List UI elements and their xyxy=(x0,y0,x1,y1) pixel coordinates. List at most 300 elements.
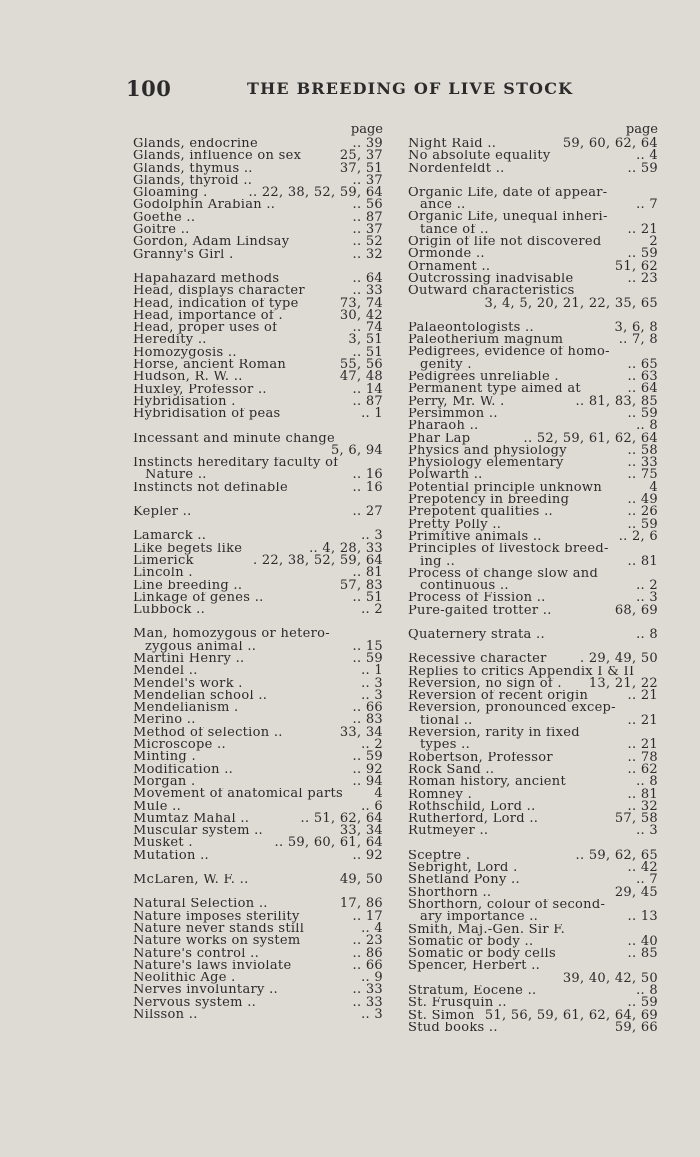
entry-pages: 33, 34 xyxy=(339,724,383,740)
index-entry xyxy=(133,408,383,420)
entry-text: Shetland Pony .. xyxy=(408,874,520,887)
entry-pages: .. 17 xyxy=(352,908,383,924)
entry-text: Glands, thymus .. xyxy=(133,162,253,175)
entry-pages: .. 3 xyxy=(361,675,383,691)
entry-pages: .. 74 xyxy=(352,320,383,336)
entry-pages: .. 59 xyxy=(352,749,383,765)
index-entry xyxy=(133,1009,383,1021)
index-entry xyxy=(408,334,658,346)
entry-text: Shorthorn, colour of second- xyxy=(408,898,606,912)
entry-text: ance .. xyxy=(420,199,466,212)
entry-pages: .. 81 xyxy=(627,786,658,802)
index-entry xyxy=(133,307,383,323)
index-entry xyxy=(408,813,658,825)
entry-pages: .. 3 xyxy=(361,1007,383,1022)
index-entry xyxy=(133,628,383,640)
index-entry xyxy=(408,528,658,544)
group-spacer xyxy=(133,494,383,506)
entry-pages: 3, 6, 8 xyxy=(614,319,658,335)
entry-pages: .. 59, 62, 65 xyxy=(575,847,658,863)
entry-text: Process of Fission .. xyxy=(408,592,546,605)
entry-text: Sebright, Lord . xyxy=(408,862,518,875)
entry-text: Ornament .. xyxy=(408,260,491,273)
entry-pages: .. 13 xyxy=(627,909,658,925)
entry-text: tance of .. xyxy=(420,223,489,237)
page-header xyxy=(126,76,574,101)
index-entry xyxy=(408,924,658,936)
entry-text: Mule .. xyxy=(133,800,182,813)
entry-pages: .. 2 xyxy=(361,602,383,618)
entry-text: Night Raid .. xyxy=(408,138,497,151)
index-entry xyxy=(133,920,383,936)
index-entry xyxy=(133,898,383,910)
entry-pages: .. 23 xyxy=(352,933,383,949)
index-entry xyxy=(133,773,383,789)
entry-text: zygous animal .. xyxy=(145,640,257,653)
entry-text: Ormonde .. xyxy=(408,248,485,261)
index-entry xyxy=(133,945,383,961)
index-entry xyxy=(133,957,383,973)
entry-text: Sceptre . xyxy=(408,849,471,863)
index-entry xyxy=(408,602,658,618)
entry-pages: .. 22, 38, 52, 59, 64 xyxy=(248,185,383,201)
entry-pages: 4 xyxy=(649,479,658,495)
entry-pages: .. 92 xyxy=(352,761,383,777)
index-entry xyxy=(408,430,658,446)
entry-pages: .. 2, 6 xyxy=(618,528,658,544)
entry-text: Reversion, pronounced excep- xyxy=(408,702,616,715)
entry-text: Limerick xyxy=(133,554,194,568)
index-entry xyxy=(133,479,383,495)
index-entry xyxy=(133,393,383,409)
entry-pages: .. 66 xyxy=(352,957,383,973)
index-entry xyxy=(133,442,383,458)
entry-text: Prepotency in breeding xyxy=(408,494,570,507)
entry-pages: .. 65 xyxy=(627,356,658,372)
entry-text: Mendel's work . xyxy=(133,677,243,690)
entry-text: Nature .. xyxy=(145,469,207,482)
entry-pages: .. 32 xyxy=(627,798,658,814)
entry-pages: .. 3 xyxy=(636,590,658,606)
index-entry xyxy=(408,553,658,569)
entry-text: Mutation .. xyxy=(133,849,209,863)
index-column-left xyxy=(133,124,383,1021)
index-entry xyxy=(408,356,658,372)
entry-text: Natural Selection .. xyxy=(133,898,268,911)
index-column-right xyxy=(408,124,658,1034)
index-entry xyxy=(133,199,383,211)
entry-text: Gloaming . xyxy=(133,187,208,200)
entry-pages: .. 21 xyxy=(627,737,658,753)
entry-pages: .. 59 xyxy=(627,995,658,1011)
entry-pages: .. 51, 62, 64 xyxy=(300,810,383,826)
entry-pages: .. 85 xyxy=(627,946,658,962)
entry-text: Rothschild, Lord .. xyxy=(408,800,536,814)
index-entry xyxy=(133,604,383,616)
entry-pages: .. 87 xyxy=(352,209,383,225)
entry-text: Hybridisation . xyxy=(133,395,236,409)
index-entry xyxy=(408,948,658,960)
entry-pages: .. 58 xyxy=(627,442,658,458)
group-spacer xyxy=(133,518,383,530)
entry-text: Granny's Girl . xyxy=(133,248,234,261)
entry-pages: .. 59 xyxy=(352,650,383,666)
entry-text: Method of selection .. xyxy=(133,726,283,740)
entry-text: Man, homozygous or hetero- xyxy=(133,628,330,641)
entry-text: Paleotherium magnum xyxy=(408,334,564,347)
entry-pages: .. 51 xyxy=(352,589,383,605)
index-entry xyxy=(408,580,658,592)
index-entry xyxy=(133,577,383,593)
entry-pages: . 22, 38, 52, 59, 64 xyxy=(252,552,383,568)
entry-pages: .. 51 xyxy=(352,344,383,360)
entry-text: St. Frusquin .. xyxy=(408,997,507,1010)
entry-text: Glands, influence on sex xyxy=(133,150,302,163)
entry-pages: .. 59, 60, 61, 64 xyxy=(274,835,383,851)
entry-text: Lubbock .. xyxy=(133,604,206,617)
entry-pages: 37, 51 xyxy=(339,160,383,176)
entry-pages: .. 81 xyxy=(627,553,658,569)
entry-pages: 59, 60, 62, 64 xyxy=(562,136,658,151)
entry-pages: 51, 56, 59, 61, 62, 64, 69 xyxy=(484,1007,658,1023)
entry-pages: .. 15 xyxy=(352,638,383,654)
entry-text: Smith, Maj.-Gen. Sir F. xyxy=(408,923,566,936)
entry-text: Nature's control .. xyxy=(133,947,260,960)
index-entry xyxy=(408,690,658,702)
entry-text: Rutmeyer .. xyxy=(408,825,489,838)
entry-pages: .. 64 xyxy=(627,381,658,397)
entry-text: Nature never stands still xyxy=(133,922,305,936)
entry-text: Pretty Polly .. xyxy=(408,518,502,531)
index-entry xyxy=(408,393,658,409)
index-entry xyxy=(133,589,383,605)
index-entry xyxy=(408,160,658,176)
entry-text: Romney . xyxy=(408,788,473,801)
entry-pages: .. 33 xyxy=(352,283,383,299)
entry-text: Linkage of genes .. xyxy=(133,591,264,605)
entry-text: Goethe .. xyxy=(133,211,196,225)
entry-pages: .. 16 xyxy=(352,467,383,483)
entry-pages: .. 4 xyxy=(361,920,383,936)
entry-text: Microscope .. xyxy=(133,739,226,752)
entry-text: Replies to critics Appendix I & II xyxy=(408,665,635,678)
entry-text: Musket . xyxy=(133,837,193,850)
entry-text: Mendelian school .. xyxy=(133,689,268,703)
entry-text: Process of change slow and xyxy=(408,567,599,581)
entry-text: Like begets like xyxy=(133,542,243,555)
index-entry xyxy=(408,236,658,248)
entry-text: Nature works on system xyxy=(133,935,301,948)
entry-text: Godolphin Arabian .. xyxy=(133,199,276,212)
entry-text: McLaren, W. F. .. xyxy=(133,874,249,887)
index-entry xyxy=(408,675,658,691)
entry-pages: .. 14 xyxy=(352,381,383,397)
index-entry xyxy=(133,224,383,236)
index-entry xyxy=(133,506,383,518)
entry-text: Glands, endocrine xyxy=(133,138,258,151)
entry-pages: .. 8 xyxy=(636,983,658,998)
page-number: 100 xyxy=(126,76,172,101)
index-entry xyxy=(408,405,658,421)
index-entry xyxy=(408,494,658,506)
entry-text: Organic Life, date of appear- xyxy=(408,186,608,200)
entry-text: Hudson, R. W. .. xyxy=(133,371,243,384)
entry-text: types .. xyxy=(420,739,471,752)
entry-pages: 5, 6, 94 xyxy=(330,442,383,458)
index-entry xyxy=(408,150,658,162)
entry-pages: 73, 74 xyxy=(339,295,383,311)
entry-pages: .. 83 xyxy=(352,712,383,728)
entry-pages: .. 8 xyxy=(636,626,658,642)
index-entry xyxy=(408,825,658,837)
index-entry xyxy=(133,665,383,677)
entry-pages: 49, 50 xyxy=(339,872,383,888)
entry-text: Somatic or body cells xyxy=(408,948,556,961)
entry-pages: .. 32 xyxy=(352,246,383,262)
entry-text: Head, indication of type xyxy=(133,297,299,310)
index-entry xyxy=(133,761,383,777)
entry-pages: .. 66 xyxy=(352,700,383,716)
index-entry xyxy=(408,862,658,874)
entry-pages: .. 9 xyxy=(361,970,383,986)
entry-text: Movement of anatomical parts xyxy=(133,788,344,801)
entry-text: Nordenfeldt .. xyxy=(408,162,505,175)
index-entry xyxy=(408,933,658,949)
index-entry xyxy=(133,236,383,248)
entry-pages: .. 21 xyxy=(627,221,658,237)
entry-pages: .. 21 xyxy=(627,688,658,704)
entry-text: Minting . xyxy=(133,751,196,764)
entry-text: Hybridisation of peas xyxy=(133,408,281,421)
entry-pages: .. 1 xyxy=(361,663,383,679)
entry-pages: .. 59 xyxy=(627,160,658,176)
entry-text: Reversion of recent origin xyxy=(408,690,589,703)
entry-pages: .. 52 xyxy=(352,234,383,250)
index-entry xyxy=(408,479,658,495)
index-entry xyxy=(408,739,658,751)
index-entry xyxy=(408,295,658,311)
index-entry xyxy=(133,457,383,469)
entry-text: Kepler .. xyxy=(133,506,192,519)
index-entry xyxy=(408,712,658,728)
index-entry xyxy=(408,258,658,274)
index-entry xyxy=(408,899,658,911)
index-entry xyxy=(133,984,383,996)
entry-text: Somatic or body .. xyxy=(408,935,534,949)
entry-text: Robertson, Professor xyxy=(408,751,553,764)
index-entry xyxy=(408,270,658,286)
entry-pages: .. 78 xyxy=(627,749,658,765)
entry-pages: .. 33 xyxy=(352,994,383,1010)
index-entry xyxy=(408,653,658,665)
index-entry xyxy=(408,346,658,358)
index-entry xyxy=(408,626,658,642)
index-entry xyxy=(408,786,658,802)
entry-text: Merino .. xyxy=(133,714,196,727)
entry-text: Lincoln . xyxy=(133,567,193,580)
entry-text: Hapahazard methods xyxy=(133,272,280,286)
entry-pages: .. 8 xyxy=(636,774,658,790)
entry-pages: .. 39 xyxy=(352,136,383,151)
entry-pages: .. 37 xyxy=(352,222,383,238)
entry-pages: 59, 66 xyxy=(614,1019,658,1035)
entry-text: Horse, ancient Roman xyxy=(133,359,287,372)
group-spacer xyxy=(408,617,658,629)
entry-text: Nerves involuntary .. xyxy=(133,984,278,997)
index-entry xyxy=(408,469,658,481)
entry-pages: .. 94 xyxy=(352,773,383,789)
index-entry xyxy=(408,985,658,997)
entry-text: Quaternery strata .. xyxy=(408,628,545,642)
page-column-label: page xyxy=(625,122,658,137)
entry-pages: .. 33 xyxy=(352,982,383,998)
entry-pages: .. 21 xyxy=(627,712,658,728)
running-title: THE BREEDING OF LIVE STOCK xyxy=(247,79,574,98)
index-entry xyxy=(133,675,383,691)
entry-text: Head, proper uses of xyxy=(133,322,278,335)
index-entry xyxy=(408,187,658,199)
index-entry xyxy=(408,884,658,900)
index-entry xyxy=(133,334,383,346)
entry-text: Pedigrees, evidence of homo- xyxy=(408,346,610,359)
entry-text: Pharaoh .. xyxy=(408,420,479,433)
entry-text: Reversion, no sign of . xyxy=(408,677,562,691)
entry-text: Homozygosis .. xyxy=(133,346,237,360)
entry-pages: .. 59 xyxy=(627,405,658,421)
group-spacer xyxy=(133,616,383,628)
entry-text: Nature's laws inviolate xyxy=(133,959,292,973)
entry-text: ary importance .. xyxy=(420,911,539,924)
entry-text: Origin of life not discovered xyxy=(408,236,602,249)
entry-text: Muscular system .. xyxy=(133,825,263,838)
entry-pages: 51, 62 xyxy=(614,258,658,274)
entry-text: Outward characteristics xyxy=(408,285,575,298)
entry-text: Pedigrees unreliable . xyxy=(408,371,559,384)
index-entry xyxy=(133,874,383,886)
entry-pages: .. 23 xyxy=(627,270,658,286)
entry-pages: .. 56 xyxy=(352,197,383,213)
entry-pages: .. 81 xyxy=(352,565,383,581)
entry-pages: .. 26 xyxy=(627,504,658,520)
entry-pages: .. 6 xyxy=(361,798,383,814)
index-entry xyxy=(408,211,658,223)
entry-text: Polwarth .. xyxy=(408,469,483,482)
entry-text: Permanent type aimed at xyxy=(408,383,581,396)
entry-pages: .. 3 xyxy=(361,687,383,703)
index-entry xyxy=(133,371,383,383)
entry-text: Huxley, Professor .. xyxy=(133,383,267,396)
entry-pages: 33, 34 xyxy=(339,823,383,839)
entry-pages: .. 49 xyxy=(627,492,658,508)
index-entry xyxy=(133,187,383,199)
index-entry xyxy=(408,727,658,739)
entry-pages: 57, 58 xyxy=(614,811,658,827)
index-entry xyxy=(408,457,658,469)
index-entry xyxy=(133,847,383,863)
entry-text: Mendelianism . xyxy=(133,702,239,715)
entry-text: Palaeontologists .. xyxy=(408,321,534,335)
entry-text: Heredity .. xyxy=(133,334,207,347)
entry-pages: .. 37 xyxy=(352,172,383,188)
entry-text: Reversion, rarity in fixed xyxy=(408,727,580,740)
index-entry xyxy=(408,749,658,765)
entry-pages: .. 4, 28, 33 xyxy=(309,540,383,556)
entry-text: Stratum, Eocene .. xyxy=(408,985,537,998)
entry-pages: 4 xyxy=(374,786,383,802)
index-entry xyxy=(133,994,383,1010)
entry-pages: .. 27 xyxy=(352,504,383,520)
entry-text: Instincts not definable xyxy=(133,481,288,495)
entry-pages: .. 3 xyxy=(636,823,658,839)
entry-text: Instincts hereditary faculty of xyxy=(133,457,339,470)
entry-pages: .. 62 xyxy=(627,761,658,777)
entry-pages: .. 7 xyxy=(636,872,658,888)
index-entry xyxy=(408,199,658,211)
entry-pages: 47, 48 xyxy=(339,369,383,385)
entry-pages: .. 75 xyxy=(627,467,658,483)
index-entry xyxy=(408,776,658,788)
entry-text: Glands, thyroid .. xyxy=(133,174,253,188)
index-entry xyxy=(133,751,383,763)
index-entry xyxy=(133,160,383,176)
index-entry xyxy=(133,935,383,947)
entry-text: Rock Sand .. xyxy=(408,763,495,777)
entry-text: Nilsson .. xyxy=(133,1009,198,1022)
index-entry xyxy=(133,552,383,568)
index-entry xyxy=(133,702,383,714)
entry-pages: .. 63 xyxy=(627,369,658,385)
entry-pages: .. 86 xyxy=(352,945,383,961)
index-entry xyxy=(133,322,383,334)
entry-text: Martini Henry .. xyxy=(133,652,245,666)
entry-pages: 17, 86 xyxy=(339,896,383,912)
entry-pages: 2 xyxy=(649,234,658,250)
entry-text: Prepotent qualities .. xyxy=(408,506,553,519)
index-entry xyxy=(133,638,383,654)
index-entry xyxy=(133,246,383,262)
group-spacer xyxy=(408,175,658,187)
entry-text: Modification .. xyxy=(133,763,234,776)
index-entry xyxy=(133,908,383,924)
entry-text: St. Simon xyxy=(408,1009,475,1022)
entry-pages: .. 33 xyxy=(627,455,658,471)
entry-text: genity . xyxy=(420,358,472,372)
index-entry xyxy=(408,761,658,777)
index-entry xyxy=(408,442,658,458)
index-entry xyxy=(408,568,658,580)
entry-text: Mumtaz Mahal .. xyxy=(133,812,250,826)
entry-text: Perry, Mr. W. . xyxy=(408,395,505,408)
entry-pages: .. 40 xyxy=(627,933,658,949)
entry-pages: .. 92 xyxy=(352,847,383,863)
entry-text: Outcrossing inadvisable xyxy=(408,272,574,286)
entry-pages: 13, 21, 22 xyxy=(588,675,658,691)
entry-pages: 68, 69 xyxy=(614,602,658,618)
entry-text: Head, displays character xyxy=(133,285,305,298)
entry-pages: .. 8 xyxy=(636,418,658,434)
entry-text: Lamarck .. xyxy=(133,530,207,543)
entry-text: Mendel .. xyxy=(133,665,198,678)
entry-text: Incessant and minute change xyxy=(133,432,336,445)
entry-pages: .. 81, 83, 85 xyxy=(575,393,658,409)
entry-pages: 39, 40, 42, 50 xyxy=(562,970,658,986)
entry-text: Primitive animals .. xyxy=(408,530,542,544)
index-entry xyxy=(408,1019,658,1035)
index-entry xyxy=(133,381,383,397)
entry-text: Morgan . xyxy=(133,775,196,789)
index-entry xyxy=(133,209,383,225)
entry-pages: .. 59 xyxy=(627,246,658,262)
